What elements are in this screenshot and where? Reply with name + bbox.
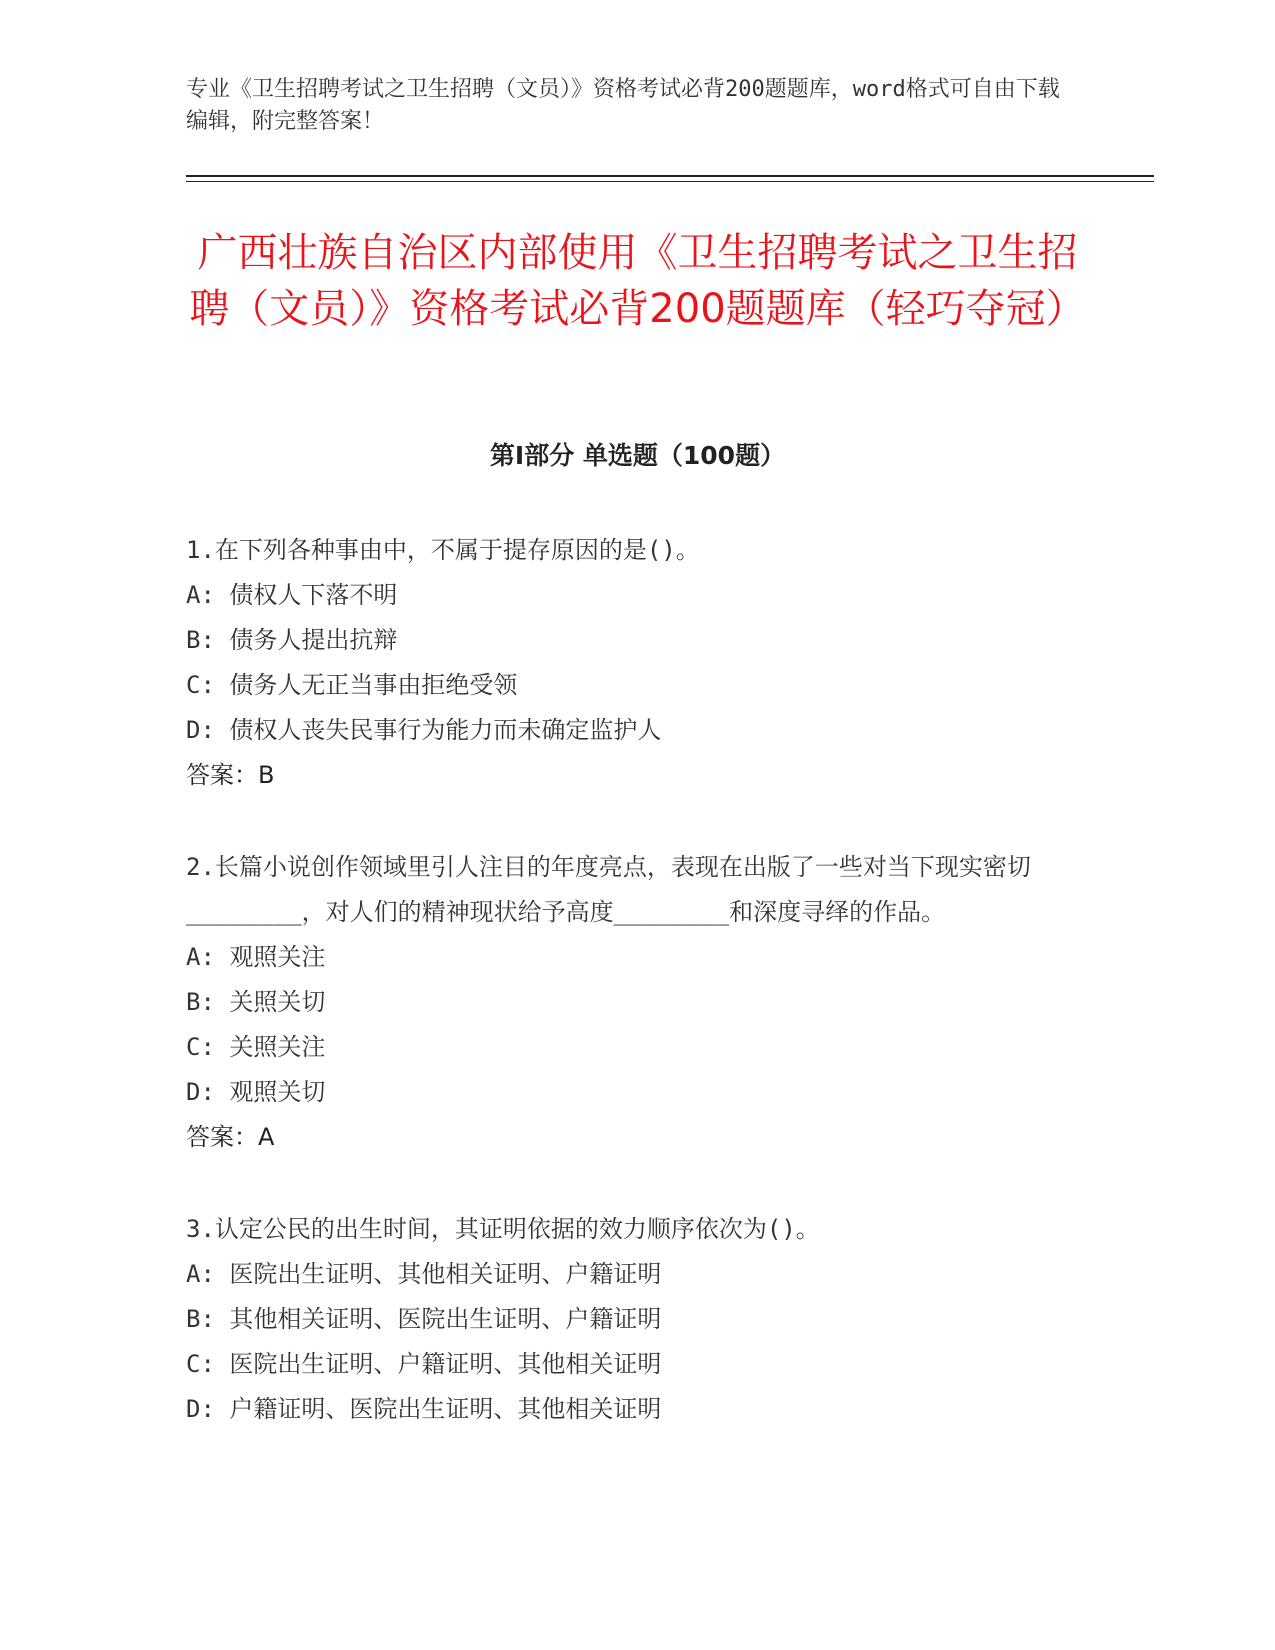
header-note: 专业《卫生招聘考试之卫生招聘（文员）》资格考试必背200题题库，word格式可自由下载编辑，附完整答案！	[186, 77, 1060, 134]
question-1	[186, 528, 1066, 798]
option-d: D: 观照关切	[186, 1078, 326, 1106]
option-d: D: 债权人丧失民事行为能力而未确定监护人	[186, 716, 662, 744]
answer: 答案：A	[186, 1123, 275, 1151]
question-3	[186, 1207, 1066, 1432]
header-divider-thick	[186, 175, 1154, 177]
option-c: C: 关照关注	[186, 1033, 326, 1061]
answer: 答案：B	[186, 761, 275, 789]
document-title: 广西壮族自治区内部使用《卫生招聘考试之卫生招聘（文员）》资格考试必背200题题库（轻巧夺冠）	[189, 230, 1086, 332]
option-b: B: 债务人提出抗辩	[186, 626, 398, 654]
section-title: 第Ⅰ部分 单选题（100题）	[489, 441, 786, 470]
option-a: A: 观照关注	[186, 943, 326, 971]
option-b: B: 关照关切	[186, 988, 326, 1016]
option-c: C: 医院出生证明、户籍证明、其他相关证明	[186, 1350, 662, 1378]
question-spacer	[186, 798, 1066, 845]
option-d: D: 户籍证明、医院出生证明、其他相关证明	[186, 1395, 662, 1423]
option-a: A: 医院出生证明、其他相关证明、户籍证明	[186, 1260, 662, 1288]
question-2	[186, 845, 1066, 1160]
question-stem: 2.长篇小说创作领域里引人注目的年度亮点，表现在出版了一些对当下现实密切________，对人们的精神现状给予高度________和深度寻绎的作品。	[186, 853, 1031, 926]
option-c: C: 债务人无正当事由拒绝受领	[186, 671, 518, 699]
option-a: A: 债权人下落不明	[186, 581, 398, 609]
option-b: B: 其他相关证明、医院出生证明、户籍证明	[186, 1305, 662, 1333]
question-list	[186, 528, 1066, 1432]
question-spacer	[186, 1160, 1066, 1207]
question-stem: 1.在下列各种事由中，不属于提存原因的是()。	[186, 536, 700, 564]
question-stem: 3.认定公民的出生时间，其证明依据的效力顺序依次为()。	[186, 1215, 820, 1243]
header-divider-thin	[186, 181, 1154, 182]
